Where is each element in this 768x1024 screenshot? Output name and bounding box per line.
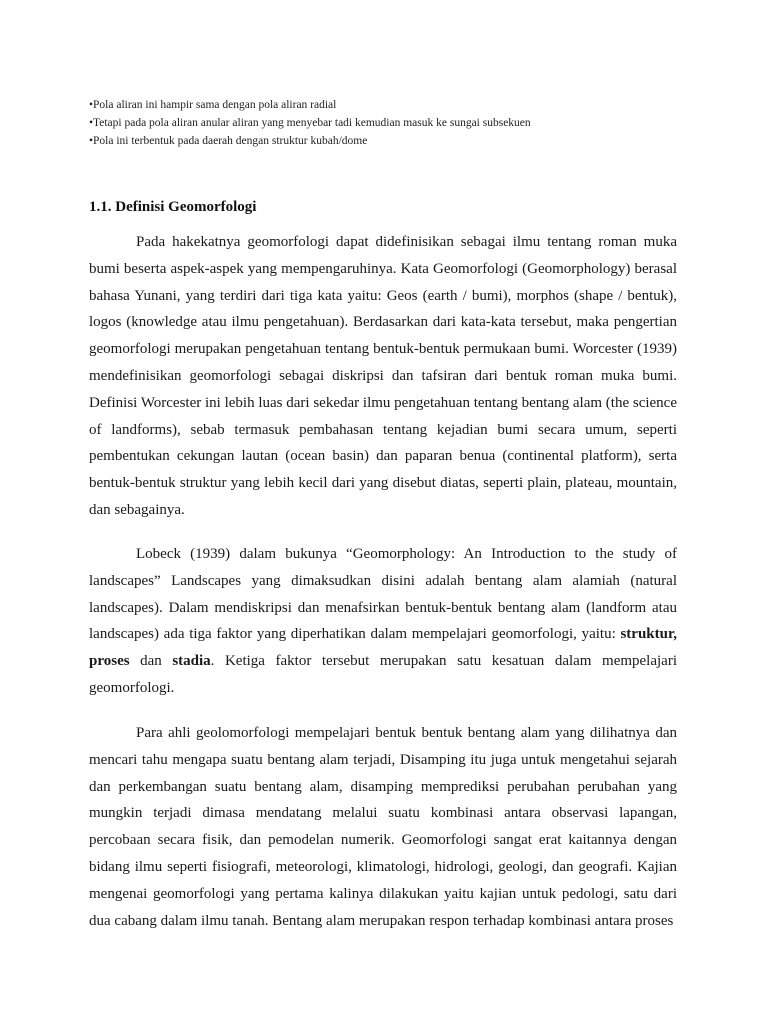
bold-term-struktur-proses: struktur, proses bbox=[89, 626, 677, 670]
paragraph-run: Lobeck (1939) dalam bukunya “Geomorphology: An Introduction to the study of landscapes” Landscapes yang dimaksudkan disini adalah bentang alam alamiah (natural landscapes). Dalam mendiskripsi dan menafsirkan bentuk-bentuk bentang alam (landform atau landscapes) ada tiga faktor yang diperhatikan dalam mempelajari geomorfologi, yaitu: bbox=[89, 546, 677, 643]
paragraph-1 bbox=[89, 229, 677, 524]
paragraph-text: Pada hakekatnya geomorfologi dapat didefinisikan sebagai ilmu tentang roman muka bumi beserta aspek-aspek yang mempengaruhinya. Kata Geomorfologi (Geomorphology) berasal bahasa Yunani, yang terdiri dari tiga kata yaitu: Geos (earth / bumi), morphos (shape / bentuk), logos (knowledge atau ilmu pengetahuan). Berdasarkan dari kata-kata tersebut, maka pengertian geomorfologi merupakan pengetahuan tentang bentuk-bentuk permukaan bumi. Worcester (1939) mendefinisikan geomorfologi sebagai diskripsi dan tafsiran dari bentuk roman muka bumi. Definisi Worcester ini lebih luas dari sekedar ilmu pengetahuan tentang bentang alam (the science of landforms), sebab termasuk pembahasan tentang kejadian bumi secara umum, seperti pembentukan cekungan lautan (ocean basin) dan paparan benua (continental platform), serta bentuk-bentuk struktur yang lebih kecil dari yang disebut diatas, seperti plain, plateau, mountain, dan sebagainya. bbox=[89, 234, 677, 518]
bullet-list bbox=[89, 96, 689, 150]
section-heading: 1.1. Definisi Geomorfologi bbox=[89, 199, 257, 215]
bullet-item: •Pola aliran ini hampir sama dengan pola aliran radial bbox=[89, 99, 337, 111]
paragraph-2 bbox=[89, 541, 677, 702]
paragraph-run: . Ketiga faktor tersebut merupakan satu kesatuan dalam mempelajari geomorfologi. bbox=[89, 653, 677, 696]
bold-term-stadia: stadia bbox=[172, 653, 211, 670]
paragraph-run: dan bbox=[129, 653, 173, 670]
bullet-item: •Pola ini terbentuk pada daerah dengan struktur kubah/dome bbox=[89, 135, 368, 147]
paragraph-3 bbox=[89, 720, 677, 934]
paragraph-text bbox=[89, 541, 677, 702]
paragraph-text: Para ahli geolomorfologi mempelajari bentuk bentuk bentang alam yang dilihatnya dan mencari tahu mengapa suatu bentang alam terjadi, Disamping itu juga untuk mengetahui sejarah dan perkembangan suatu bentang alam, disamping memprediksi perubahan perubahan yang mungkin terjadi dimasa mendatang melalui suatu kombinasi antara observasi lapangan, percobaan secara fisik, dan pemodelan numerik. Geomorfologi sangat erat kaitannya dengan bidang ilmu seperti fisiografi, meteorologi, klimatologi, hidrologi, geologi, dan geografi. Kajian mengenai geomorfologi yang pertama kalinya dilakukan yaitu kajian untuk pedologi, satu dari dua cabang dalam ilmu tanah. Bentang alam merupakan respon terhadap kombinasi antara proses bbox=[89, 725, 677, 929]
bullet-item: •Tetapi pada pola aliran anular aliran yang menyebar tadi kemudian masuk ke sungai subsekuen bbox=[89, 117, 531, 129]
